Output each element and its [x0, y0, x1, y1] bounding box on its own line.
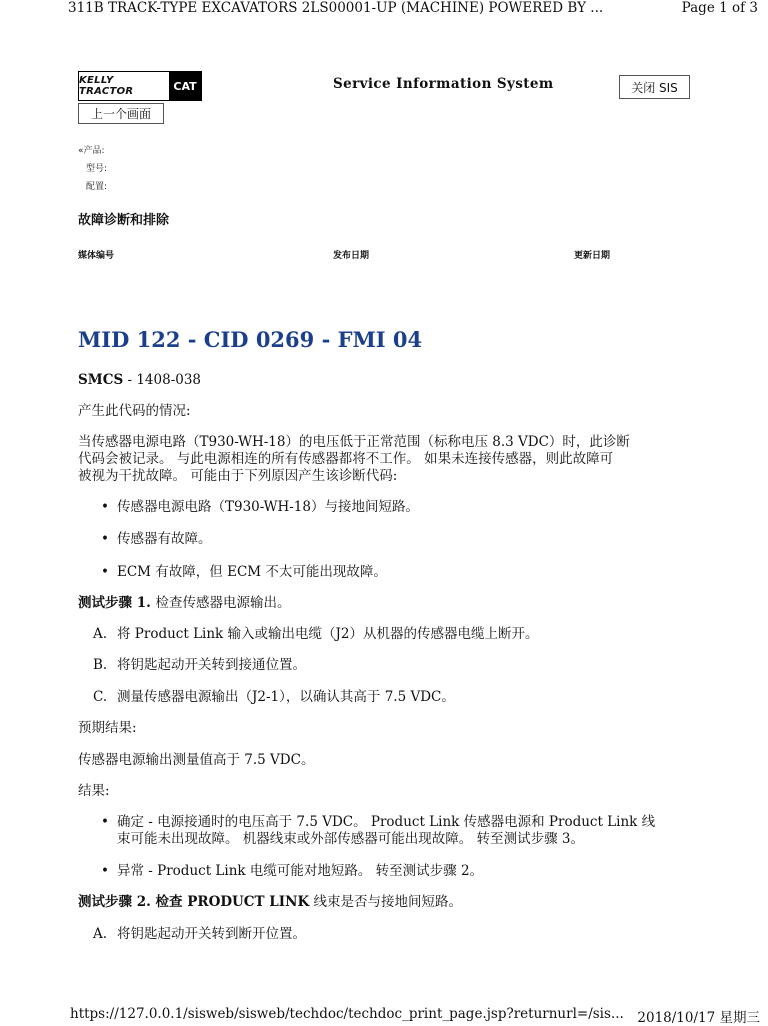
result-ok: • 确定 - 电源接通时的电压高于 7.5 VDC。 Product Link 传感器电源和 Product Link 线 束可能未出现故障。 机器线束或外部传感器可能出现故障。 转至测试步骤 3。	[101, 814, 656, 847]
print-header-title: 311B TRACK-TYPE EXCAVATORS 2LS00001-UP (MACHINE) POWERED BY ...	[68, 0, 604, 16]
close-sis-button[interactable]: 关闭 SIS	[619, 75, 690, 99]
footer-url: https://127.0.0.1/sisweb/sisweb/techdoc/techdoc_print_page.jsp?returnurl=/sis...	[70, 1006, 624, 1022]
result-fail: • 异常 - Product Link 电缆可能对地短路。 转至测试步骤 2。	[101, 863, 484, 879]
bullet-icon: •	[101, 531, 109, 547]
step1-item-c: C. 测量传感器电源输出（J2-1），以确认其高于 7.5 VDC。	[93, 689, 455, 705]
cause-item: • ECM 有故障，但 ECM 不太可能出现故障。	[101, 564, 387, 580]
cat-logo-mark: CAT	[169, 72, 201, 100]
config-label: 配置:	[86, 182, 108, 192]
cause-item: • 传感器有故障。	[101, 531, 212, 547]
bullet-icon: •	[101, 499, 109, 515]
results-heading: 结果:	[78, 783, 110, 799]
kelly-tractor-cat-logo	[78, 71, 202, 101]
document-title: MID 122 - CID 0269 - FMI 04	[78, 327, 423, 352]
step1-item-b: B. 将钥匙起动开关转到接通位置。	[93, 657, 306, 673]
logo-text: KELLY TRACTOR	[79, 75, 134, 97]
system-title: Service Information System	[333, 76, 554, 92]
product-label: «产品:	[78, 146, 105, 156]
bullet-icon: •	[101, 863, 109, 879]
smcs-label: SMCS	[78, 372, 124, 388]
expected-text: 传感器电源输出测量值高于 7.5 VDC。	[78, 752, 315, 768]
publish-date-label: 发布日期	[333, 251, 370, 261]
section-title: 故障诊断和排除	[78, 213, 170, 228]
cause-item: • 传感器电源电路（T930-WH-18）与接地间短路。	[101, 499, 419, 515]
step1-item-a: A. 将 Product Link 输入或输出电缆（J2）从机器的传感器电缆上断开。	[93, 626, 539, 642]
step1-heading: 测试步骤 1. 检查传感器电源输出。	[78, 595, 291, 611]
step2-heading: 测试步骤 2. 检查 PRODUCT LINK 线束是否与接地间短路。	[78, 894, 462, 910]
expected-heading: 预期结果:	[78, 720, 137, 736]
step2-item-a: A. 将钥匙起动开关转到断开位置。	[93, 926, 306, 942]
print-header	[68, 0, 758, 18]
page-number: Page 1 of 3	[681, 0, 758, 16]
smcs-value: - 1408-038	[123, 372, 202, 388]
bullet-icon: •	[101, 814, 109, 830]
double-chevron-icon: «	[78, 146, 84, 156]
bullet-icon: •	[101, 564, 109, 580]
footer-date: 2018/10/17 星期三	[637, 1010, 760, 1026]
smcs-line	[78, 372, 690, 389]
update-date-label: 更新日期	[574, 251, 611, 261]
media-number-label: 媒体编号	[78, 251, 115, 261]
back-button[interactable]: 上一个画面	[78, 103, 164, 124]
model-label: 型号:	[86, 164, 108, 174]
condition-heading: 产生此代码的情况:	[78, 403, 191, 419]
condition-paragraph: 当传感器电源电路（T930-WH-18）的电压低于正常范围（标称电压 8.3 VDC）时，此诊断 代码会被记录。 与此电源相连的所有传感器都将不工作。 如果未连接传感器，则此故障可 被视为干扰故障。 可能由于下列原因产生该诊断代码:	[78, 434, 630, 484]
